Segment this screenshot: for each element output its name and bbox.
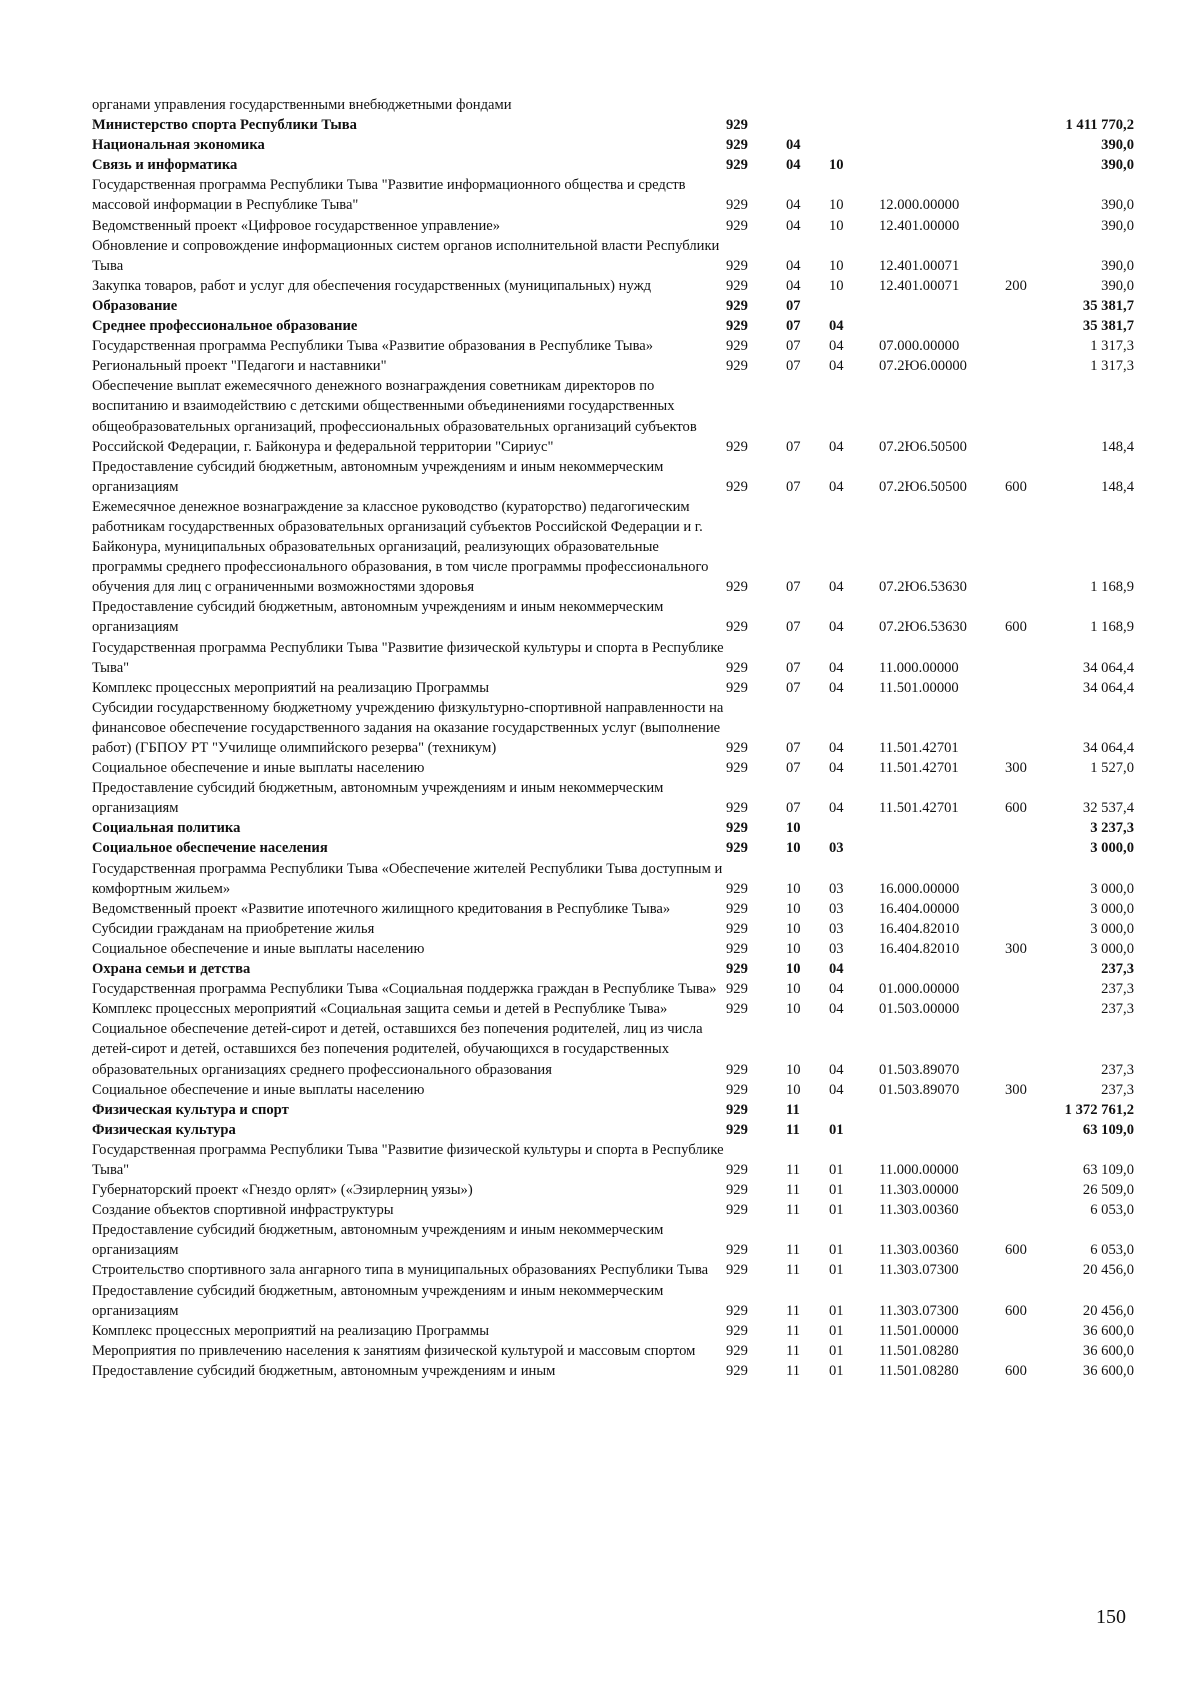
row-podrazdel: 04 <box>829 800 844 817</box>
row-expense-type: 600 <box>1005 800 1027 817</box>
row-name: Связь и информатика <box>92 157 238 174</box>
row-razdel: 11 <box>786 1362 801 1379</box>
row-razdel: 10 <box>786 1081 801 1098</box>
row-amount: 237,3 <box>1101 961 1134 978</box>
row-podrazdel: 04 <box>829 619 844 636</box>
row-target-article: 11.303.00360 <box>879 1242 959 1259</box>
row-podrazdel: 04 <box>829 659 844 676</box>
row-target-article: 11.000.00000 <box>879 1161 959 1178</box>
row-glava: 929 <box>726 197 748 214</box>
row-amount: 3 000,0 <box>1090 940 1134 957</box>
row-name: Национальная экономика <box>92 137 265 154</box>
row-razdel: 04 <box>786 277 801 294</box>
row-name: Государственная программа Республики Тыва «Социальная поддержка граждан в Республике Тыва» <box>92 981 717 998</box>
row-razdel: 07 <box>786 619 801 636</box>
table-row <box>92 1200 1142 1220</box>
row-podrazdel: 01 <box>829 1161 844 1178</box>
row-expense-type: 300 <box>1005 940 1027 957</box>
row-podrazdel: 04 <box>829 318 844 335</box>
row-amount: 6 053,0 <box>1090 1202 1134 1219</box>
row-name: Среднее профессиональное образование <box>92 318 358 335</box>
row-name: Охрана семьи и детства <box>92 961 251 978</box>
row-name: органами управления государственными внебюджетными фондами <box>92 97 512 113</box>
row-amount: 34 064,4 <box>1082 679 1134 696</box>
row-razdel: 11 <box>786 1242 801 1259</box>
row-name: Субсидии гражданам на приобретение жилья <box>92 920 375 937</box>
table-row <box>92 678 1142 698</box>
row-podrazdel: 01 <box>829 1302 844 1319</box>
table-row <box>92 376 1142 456</box>
row-razdel: 10 <box>786 920 801 937</box>
row-razdel: 07 <box>786 438 801 455</box>
row-target-article: 16.404.82010 <box>879 940 960 957</box>
row-glava: 929 <box>726 478 748 495</box>
row-name: Комплекс процессных мероприятий «Социальная защита семьи и детей в Республике Тыва» <box>92 1001 668 1018</box>
row-amount: 36 600,0 <box>1082 1362 1134 1379</box>
row-podrazdel: 04 <box>829 981 844 998</box>
row-name: Социальное обеспечение населения <box>92 840 328 857</box>
row-target-article: 01.000.00000 <box>879 981 960 998</box>
row-glava: 929 <box>726 438 748 455</box>
row-target-article: 11.501.00000 <box>879 1322 959 1339</box>
row-amount: 390,0 <box>1101 217 1134 234</box>
row-amount: 390,0 <box>1101 277 1134 294</box>
row-razdel: 10 <box>786 1001 801 1018</box>
row-amount: 1 168,9 <box>1090 619 1134 636</box>
row-target-article: 11.000.00000 <box>879 659 959 676</box>
row-amount: 35 381,7 <box>1082 318 1134 335</box>
row-glava: 929 <box>726 961 748 978</box>
row-glava: 929 <box>726 1362 748 1379</box>
row-amount: 63 109,0 <box>1082 1121 1134 1138</box>
row-podrazdel: 03 <box>829 920 844 937</box>
table-row <box>92 95 1142 115</box>
row-name: Предоставление субсидий бюджетным, автономным учреждениям и иным некоммерческим организациям <box>92 1282 664 1319</box>
row-glava: 929 <box>726 579 748 596</box>
table-row <box>92 356 1142 376</box>
row-amount: 1 317,3 <box>1090 338 1134 355</box>
row-name: Создание объектов спортивной инфраструктуры <box>92 1202 394 1219</box>
table-row <box>92 1321 1142 1341</box>
row-expense-type: 300 <box>1005 760 1027 777</box>
row-name: Ведомственный проект «Развитие ипотечного жилищного кредитования в Республике Тыва» <box>92 900 671 917</box>
row-amount: 237,3 <box>1101 1001 1134 1018</box>
row-name: Обеспечение выплат ежемесячного денежного вознаграждения советникам директоров по воспитанию и взаимодействию с детскими общественными объединениями государственных общеобразовательных организаций, профессиональных образовательных организаций субъектов Российской Федерации, г. Байконура и федеральной территории "Сириус" <box>92 378 697 455</box>
row-razdel: 11 <box>786 1302 801 1319</box>
row-amount: 1 527,0 <box>1090 760 1134 777</box>
row-podrazdel: 04 <box>829 358 844 375</box>
row-expense-type: 600 <box>1005 1362 1027 1379</box>
row-target-article: 11.501.08280 <box>879 1342 959 1359</box>
row-glava: 929 <box>726 981 748 998</box>
row-target-article: 11.501.08280 <box>879 1362 959 1379</box>
table-row <box>92 1180 1142 1200</box>
row-razdel: 07 <box>786 579 801 596</box>
row-podrazdel: 10 <box>829 277 844 294</box>
row-target-article: 01.503.89070 <box>879 1061 960 1078</box>
table-row <box>92 316 1142 336</box>
row-razdel: 10 <box>786 880 801 897</box>
row-amount: 148,4 <box>1101 438 1134 455</box>
row-podrazdel: 04 <box>829 679 844 696</box>
row-name: Ежемесячное денежное вознаграждение за классное руководство (кураторство) педагогическим работникам государственных образовательных организаций субъектов Российской Федерации и г. Байконура, муниципальных образовательных организаций, реализующих образовательные программы среднего профессионального образования, в том числе программы профессионального обучения для лиц с ограниченными возможностями здоровья <box>92 498 709 596</box>
row-podrazdel: 01 <box>829 1342 844 1359</box>
row-name: Региональный проект "Педагоги и наставники" <box>92 358 387 375</box>
row-razdel: 07 <box>786 740 801 756</box>
row-glava: 929 <box>726 318 748 335</box>
row-razdel: 10 <box>786 961 801 978</box>
row-podrazdel: 04 <box>829 1001 844 1018</box>
row-glava: 929 <box>726 1101 748 1118</box>
row-razdel: 10 <box>786 1061 801 1078</box>
row-amount: 1 372 761,2 <box>1064 1101 1134 1118</box>
row-razdel: 11 <box>786 1121 800 1138</box>
row-name: Физическая культура <box>92 1121 236 1138</box>
budget-table <box>92 95 1142 1381</box>
row-amount: 148,4 <box>1101 478 1134 495</box>
row-razdel: 11 <box>786 1202 801 1219</box>
row-name: Предоставление субсидий бюджетным, автономным учреждениям и иным <box>92 1362 556 1379</box>
row-glava: 929 <box>726 297 748 314</box>
row-glava: 929 <box>726 900 748 917</box>
row-amount: 3 000,0 <box>1090 900 1134 917</box>
row-name: Строительство спортивного зала ангарного типа в муниципальных образованиях Республики Тыва <box>92 1262 709 1279</box>
row-glava: 929 <box>726 659 748 676</box>
row-target-article: 16.404.00000 <box>879 900 960 917</box>
row-target-article: 07.2Ю6.00000 <box>879 358 967 375</box>
row-podrazdel: 03 <box>829 880 844 897</box>
table-row <box>92 115 1142 135</box>
row-glava: 929 <box>726 1302 748 1319</box>
row-podrazdel: 01 <box>829 1322 844 1339</box>
row-name: Предоставление субсидий бюджетным, автономным учреждениям и иным некоммерческим организациям <box>92 780 664 817</box>
row-target-article: 11.501.42701 <box>879 740 959 756</box>
row-podrazdel: 03 <box>829 900 844 917</box>
row-amount: 390,0 <box>1101 157 1134 174</box>
row-amount: 36 600,0 <box>1082 1342 1134 1359</box>
row-name: Образование <box>92 297 178 314</box>
row-name: Предоставление субсидий бюджетным, автономным учреждениям и иным некоммерческим организациям <box>92 458 664 495</box>
table-row <box>92 1120 1142 1140</box>
row-razdel: 10 <box>786 981 801 998</box>
table-row <box>92 155 1142 175</box>
row-glava: 929 <box>726 619 748 636</box>
row-glava: 929 <box>726 1202 748 1219</box>
row-glava: 929 <box>726 679 748 696</box>
row-amount: 3 237,3 <box>1090 820 1134 837</box>
table-row <box>92 999 1142 1019</box>
row-name: Комплекс процессных мероприятий на реализацию Программы <box>92 1322 490 1339</box>
row-amount: 3 000,0 <box>1090 880 1134 897</box>
row-glava: 929 <box>726 358 748 375</box>
row-name: Губернаторский проект «Гнездо орлят» («Эзирлерниң уязы») <box>92 1182 473 1199</box>
row-razdel: 07 <box>786 478 801 495</box>
row-target-article: 01.503.89070 <box>879 1081 960 1098</box>
row-expense-type: 300 <box>1005 1081 1027 1098</box>
row-razdel: 04 <box>786 197 801 214</box>
row-amount: 1 168,9 <box>1090 579 1134 596</box>
row-amount: 36 600,0 <box>1082 1322 1134 1339</box>
table-row <box>92 336 1142 356</box>
row-razdel: 10 <box>786 840 801 857</box>
row-glava: 929 <box>726 1081 748 1098</box>
row-razdel: 07 <box>786 338 801 355</box>
row-podrazdel: 04 <box>829 1061 844 1078</box>
row-glava: 929 <box>726 338 748 355</box>
table-row <box>92 979 1142 999</box>
table-row <box>92 838 1142 858</box>
row-name: Государственная программа Республики Тыва "Развитие информационного общества и средств массовой информации в Республике Тыва" <box>92 177 686 214</box>
row-podrazdel: 03 <box>829 840 844 857</box>
row-name: Субсидии государственному бюджетному учреждению физкультурно-спортивной направленности на финансовое обеспечение государственного задания на оказание государственных услуг (выполнение работ) (ГБПОУ РТ "Училище олимпийского резерва" (техникум) <box>92 699 724 756</box>
row-amount: 6 053,0 <box>1090 1242 1134 1259</box>
row-target-article: 01.503.00000 <box>879 1001 960 1018</box>
row-glava: 929 <box>726 740 748 756</box>
table-row <box>92 698 1142 758</box>
row-name: Министерство спорта Республики Тыва <box>92 117 357 134</box>
row-target-article: 12.000.00000 <box>879 197 960 214</box>
row-podrazdel: 01 <box>829 1362 844 1379</box>
row-target-article: 11.501.42701 <box>879 760 959 777</box>
row-amount: 32 537,4 <box>1082 800 1134 817</box>
row-target-article: 11.303.07300 <box>879 1262 959 1279</box>
row-target-article: 11.303.00360 <box>879 1202 959 1219</box>
row-razdel: 11 <box>786 1342 801 1359</box>
row-glava: 929 <box>726 1182 748 1199</box>
row-name: Физическая культура и спорт <box>92 1101 289 1118</box>
row-name: Социальное обеспечение и иные выплаты населению <box>92 760 425 777</box>
table-row <box>92 497 1142 597</box>
row-razdel: 11 <box>786 1262 801 1279</box>
row-name: Государственная программа Республики Тыва "Развитие физической культуры и спорта в Республике Тыва" <box>92 1141 724 1178</box>
table-row <box>92 135 1142 155</box>
row-glava: 929 <box>726 880 748 897</box>
row-amount: 237,3 <box>1101 1061 1134 1078</box>
table-row <box>92 959 1142 979</box>
row-glava: 929 <box>726 1001 748 1018</box>
row-razdel: 11 <box>786 1182 801 1199</box>
row-expense-type: 600 <box>1005 1242 1027 1259</box>
table-row <box>92 1100 1142 1120</box>
row-razdel: 10 <box>786 940 801 957</box>
row-glava: 929 <box>726 1262 748 1279</box>
row-podrazdel: 04 <box>829 579 844 596</box>
row-amount: 1 411 770,2 <box>1065 117 1134 134</box>
row-amount: 3 000,0 <box>1090 840 1134 857</box>
row-glava: 929 <box>726 1242 748 1259</box>
table-row <box>92 216 1142 236</box>
row-glava: 929 <box>726 940 748 957</box>
row-glava: 929 <box>726 840 748 857</box>
row-target-article: 07.2Ю6.53630 <box>879 619 967 636</box>
row-razdel: 07 <box>786 659 801 676</box>
row-razdel: 04 <box>786 137 801 154</box>
row-amount: 237,3 <box>1101 1081 1134 1098</box>
row-amount: 34 064,4 <box>1082 659 1134 676</box>
row-razdel: 10 <box>786 900 801 917</box>
table-row <box>92 1019 1142 1079</box>
table-row <box>92 919 1142 939</box>
row-target-article: 11.303.00000 <box>879 1182 959 1199</box>
row-razdel: 07 <box>786 760 801 777</box>
row-podrazdel: 10 <box>829 217 844 234</box>
row-target-article: 16.000.00000 <box>879 880 960 897</box>
row-amount: 26 509,0 <box>1082 1182 1134 1199</box>
row-podrazdel: 04 <box>829 961 844 978</box>
row-target-article: 07.2Ю6.50500 <box>879 438 967 455</box>
row-target-article: 12.401.00000 <box>879 217 960 234</box>
row-podrazdel: 03 <box>829 940 844 957</box>
row-glava: 929 <box>726 1121 748 1138</box>
row-name: Мероприятия по привлечению населения к занятиям физической культурой и массовым спортом <box>92 1342 696 1359</box>
row-name: Предоставление субсидий бюджетным, автономным учреждениям и иным некоммерческим организациям <box>92 1222 664 1259</box>
row-glava: 929 <box>726 1161 748 1178</box>
row-expense-type: 200 <box>1005 277 1027 294</box>
table-row <box>92 175 1142 215</box>
row-name: Социальное обеспечение детей-сирот и детей, оставшихся без попечения родителей, лиц из числа детей-сирот и детей, оставшихся без попечения родителей, обучающихся в государственных образовательных организациях среднего профессионального образования <box>92 1021 703 1078</box>
table-row <box>92 778 1142 818</box>
table-row <box>92 457 1142 497</box>
row-glava: 929 <box>726 277 748 294</box>
row-podrazdel: 04 <box>829 1081 844 1098</box>
table-row <box>92 939 1142 959</box>
row-glava: 929 <box>726 760 748 777</box>
table-row <box>92 1220 1142 1260</box>
row-target-article: 11.303.07300 <box>879 1302 959 1319</box>
row-target-article: 07.000.00000 <box>879 338 960 355</box>
row-target-article: 11.501.00000 <box>879 679 959 696</box>
row-name: Закупка товаров, работ и услуг для обеспечения государственных (муниципальных) нужд <box>92 277 652 294</box>
row-glava: 929 <box>726 820 748 837</box>
row-glava: 929 <box>726 217 748 234</box>
row-amount: 3 000,0 <box>1090 920 1134 937</box>
row-razdel: 07 <box>786 800 801 817</box>
row-name: Обновление и сопровождение информационных систем органов исполнительной власти Республики Тыва <box>92 237 720 274</box>
row-podrazdel: 04 <box>829 760 844 777</box>
row-target-article: 12.401.00071 <box>879 277 960 294</box>
row-razdel: 07 <box>786 318 801 335</box>
row-amount: 390,0 <box>1101 257 1134 274</box>
row-expense-type: 600 <box>1005 619 1027 636</box>
row-name: Социальная политика <box>92 820 241 837</box>
row-name: Социальное обеспечение и иные выплаты населению <box>92 1081 425 1098</box>
row-name: Государственная программа Республики Тыва «Обеспечение жителей Республики Тыва доступным и комфортным жильем» <box>92 860 723 897</box>
table-row <box>92 1361 1142 1381</box>
page-number: 150 <box>1096 1606 1126 1628</box>
row-glava: 929 <box>726 1342 748 1359</box>
table-row <box>92 1260 1142 1280</box>
row-podrazdel: 01 <box>829 1262 844 1279</box>
row-podrazdel: 01 <box>829 1121 844 1138</box>
row-glava: 929 <box>726 1061 748 1078</box>
row-amount: 20 456,0 <box>1082 1302 1134 1319</box>
row-razdel: 11 <box>786 1161 801 1178</box>
table-row <box>92 296 1142 316</box>
table-row <box>92 859 1142 899</box>
table-row <box>92 236 1142 276</box>
row-razdel: 04 <box>786 157 801 174</box>
table-row <box>92 1281 1142 1321</box>
row-razdel: 07 <box>786 358 801 375</box>
table-row <box>92 597 1142 637</box>
table-row <box>92 1140 1142 1180</box>
table-row <box>92 818 1142 838</box>
table-row <box>92 276 1142 296</box>
row-podrazdel: 01 <box>829 1182 844 1199</box>
row-name: Государственная программа Республики Тыва "Развитие физической культуры и спорта в Республике Тыва" <box>92 639 724 676</box>
table-row <box>92 1080 1142 1100</box>
row-target-article: 16.404.82010 <box>879 920 960 937</box>
row-glava: 929 <box>726 920 748 937</box>
row-glava: 929 <box>726 800 748 817</box>
row-glava: 929 <box>726 1322 748 1339</box>
row-name: Ведомственный проект «Цифровое государственное управление» <box>92 217 501 234</box>
row-podrazdel: 04 <box>829 338 844 355</box>
row-name: Государственная программа Республики Тыва «Развитие образования в Республике Тыва» <box>92 338 654 355</box>
row-razdel: 11 <box>786 1101 800 1118</box>
table-row <box>92 1341 1142 1361</box>
row-podrazdel: 01 <box>829 1202 844 1219</box>
row-target-article: 11.501.42701 <box>879 800 959 817</box>
row-razdel: 07 <box>786 297 801 314</box>
row-expense-type: 600 <box>1005 1302 1027 1319</box>
table-row <box>92 638 1142 678</box>
row-amount: 1 317,3 <box>1090 358 1134 375</box>
table-row <box>92 899 1142 919</box>
row-podrazdel: 04 <box>829 478 844 495</box>
row-glava: 929 <box>726 157 748 174</box>
row-podrazdel: 10 <box>829 157 844 174</box>
row-podrazdel: 04 <box>829 740 844 756</box>
row-target-article: 07.2Ю6.53630 <box>879 579 967 596</box>
row-amount: 237,3 <box>1101 981 1134 998</box>
row-razdel: 04 <box>786 257 801 274</box>
row-expense-type: 600 <box>1005 478 1027 495</box>
row-podrazdel: 10 <box>829 257 844 274</box>
row-podrazdel: 04 <box>829 438 844 455</box>
row-amount: 390,0 <box>1101 137 1134 154</box>
row-amount: 34 064,4 <box>1082 740 1134 756</box>
row-glava: 929 <box>726 137 748 154</box>
row-name: Предоставление субсидий бюджетным, автономным учреждениям и иным некоммерческим организациям <box>92 599 664 636</box>
row-podrazdel: 01 <box>829 1242 844 1259</box>
row-amount: 35 381,7 <box>1082 297 1134 314</box>
row-razdel: 10 <box>786 820 801 837</box>
row-name: Комплекс процессных мероприятий на реализацию Программы <box>92 679 490 696</box>
row-amount: 390,0 <box>1101 197 1134 214</box>
table-row <box>92 758 1142 778</box>
row-podrazdel: 10 <box>829 197 844 214</box>
row-razdel: 07 <box>786 679 801 696</box>
row-target-article: 12.401.00071 <box>879 257 960 274</box>
row-amount: 20 456,0 <box>1082 1262 1134 1279</box>
row-glava: 929 <box>726 257 748 274</box>
row-target-article: 07.2Ю6.50500 <box>879 478 967 495</box>
row-name: Социальное обеспечение и иные выплаты населению <box>92 940 425 957</box>
row-glava: 929 <box>726 117 748 134</box>
row-razdel: 11 <box>786 1322 801 1339</box>
row-razdel: 04 <box>786 217 801 234</box>
row-amount: 63 109,0 <box>1082 1161 1134 1178</box>
